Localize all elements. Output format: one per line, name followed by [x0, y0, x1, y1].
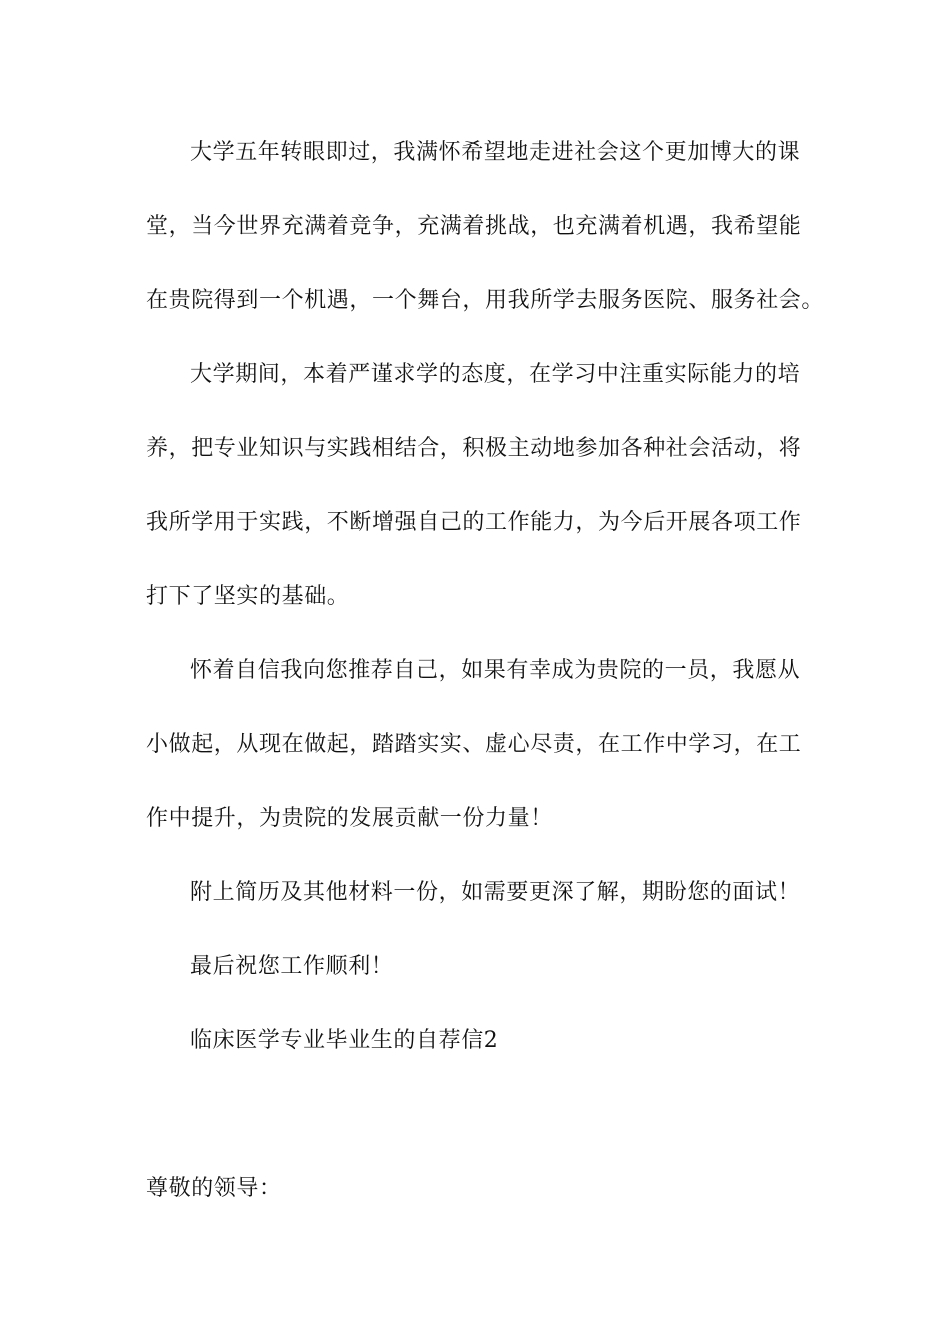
paragraph-2-line-3: 我所学用于实践，不断增强自己的工作能力，为今后开展各项工作 — [146, 510, 802, 535]
paragraph-2-line-1: 大学期间，本着严谨求学的态度，在学习中注重实际能力的培 — [190, 362, 801, 387]
paragraph-4: 附上简历及其他材料一份，如需要更深了解，期盼您的面试！ — [190, 880, 801, 905]
paragraph-1-line-1: 大学五年转眼即过，我满怀希望地走进社会这个更加博大的课 — [190, 140, 801, 165]
closing-wish: 最后祝您工作顺利！ — [190, 954, 394, 979]
paragraph-2-line-4: 打下了坚实的基础。 — [146, 584, 350, 609]
paragraph-1-line-3: 在贵院得到一个机遇，一个舞台，用我所学去服务医院、服务社会。 — [146, 288, 825, 313]
paragraph-3-line-2: 小做起，从现在做起，踏踏实实、虚心尽责，在工作中学习，在工 — [146, 732, 802, 757]
salutation: 尊敬的领导： — [146, 1176, 282, 1201]
section-title: 临床医学专业毕业生的自荐信2 — [190, 1028, 499, 1053]
paragraph-1-line-2: 堂，当今世界充满着竞争，充满着挑战，也充满着机遇，我希望能 — [146, 214, 802, 239]
paragraph-2-line-2: 养，把专业知识与实践相结合，积极主动地参加各种社会活动，将 — [146, 436, 802, 461]
paragraph-3-line-3: 作中提升，为贵院的发展贡献一份力量！ — [146, 806, 553, 831]
paragraph-3-line-1: 怀着自信我向您推荐自己，如果有幸成为贵院的一员，我愿从 — [190, 658, 801, 683]
